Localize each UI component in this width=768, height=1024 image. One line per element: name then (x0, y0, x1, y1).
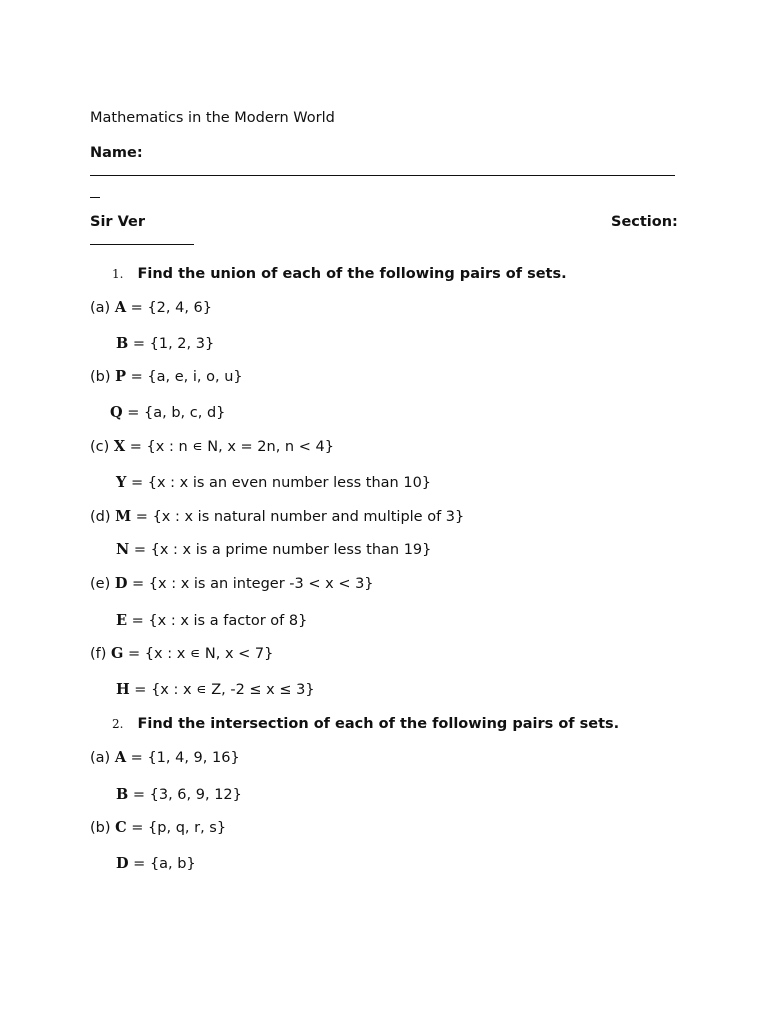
name-label: Name: (90, 145, 143, 161)
question-prompt: Find the union of each of the following pairs of sets. (137, 266, 567, 282)
q1-item-b-set1: (b) P = {a, e, i, o, u} (90, 368, 243, 385)
q1-item-f-set2: H = {x : x ∊ Z, -2 ≤ x ≤ 3} (116, 681, 315, 698)
question-number: 2. (112, 717, 124, 731)
section-label: Section: (611, 214, 678, 230)
question-prompt: Find the intersection of each of the following pairs of sets. (137, 716, 620, 732)
section-underline (90, 244, 194, 245)
name-underline-continuation (90, 197, 100, 198)
name-underline (90, 175, 675, 176)
q2-item-a-set1: (a) A = {1, 4, 9, 16} (90, 749, 240, 766)
q1-item-b-set2: Q = {a, b, c, d} (110, 404, 226, 421)
q1-item-a-set2: B = {1, 2, 3} (116, 335, 215, 352)
question-2 (112, 715, 619, 733)
q1-item-e-set2: E = {x : x is a factor of 8} (116, 612, 308, 629)
q1-item-a-set1: (a) A = {2, 4, 6} (90, 299, 213, 316)
q1-item-c-set2: Y = {x : x is an even number less than 10} (116, 474, 432, 491)
question-1 (112, 265, 567, 283)
q2-item-a-set2: B = {3, 6, 9, 12} (116, 786, 242, 803)
q1-item-f-set1: (f) G = {x : x ∊ N, x < 7} (90, 645, 274, 662)
q1-item-c-set1: (c) X = {x : n ∊ N, x = 2n, n < 4} (90, 438, 334, 455)
q2-item-b-set1: (b) C = {p, q, r, s} (90, 819, 227, 836)
q1-item-e-set1: (e) D = {x : x is an integer -3 < x < 3} (90, 575, 374, 592)
q1-item-d-set2: N = {x : x is a prime number less than 19} (116, 541, 432, 558)
q2-item-b-set2: D = {a, b} (116, 855, 196, 872)
teacher-name: Sir Ver (90, 214, 146, 230)
q1-item-d-set1: (d) M = {x : x is natural number and multiple of 3} (90, 508, 465, 525)
document-title: Mathematics in the Modern World (90, 110, 335, 126)
question-number: 1. (112, 267, 124, 281)
